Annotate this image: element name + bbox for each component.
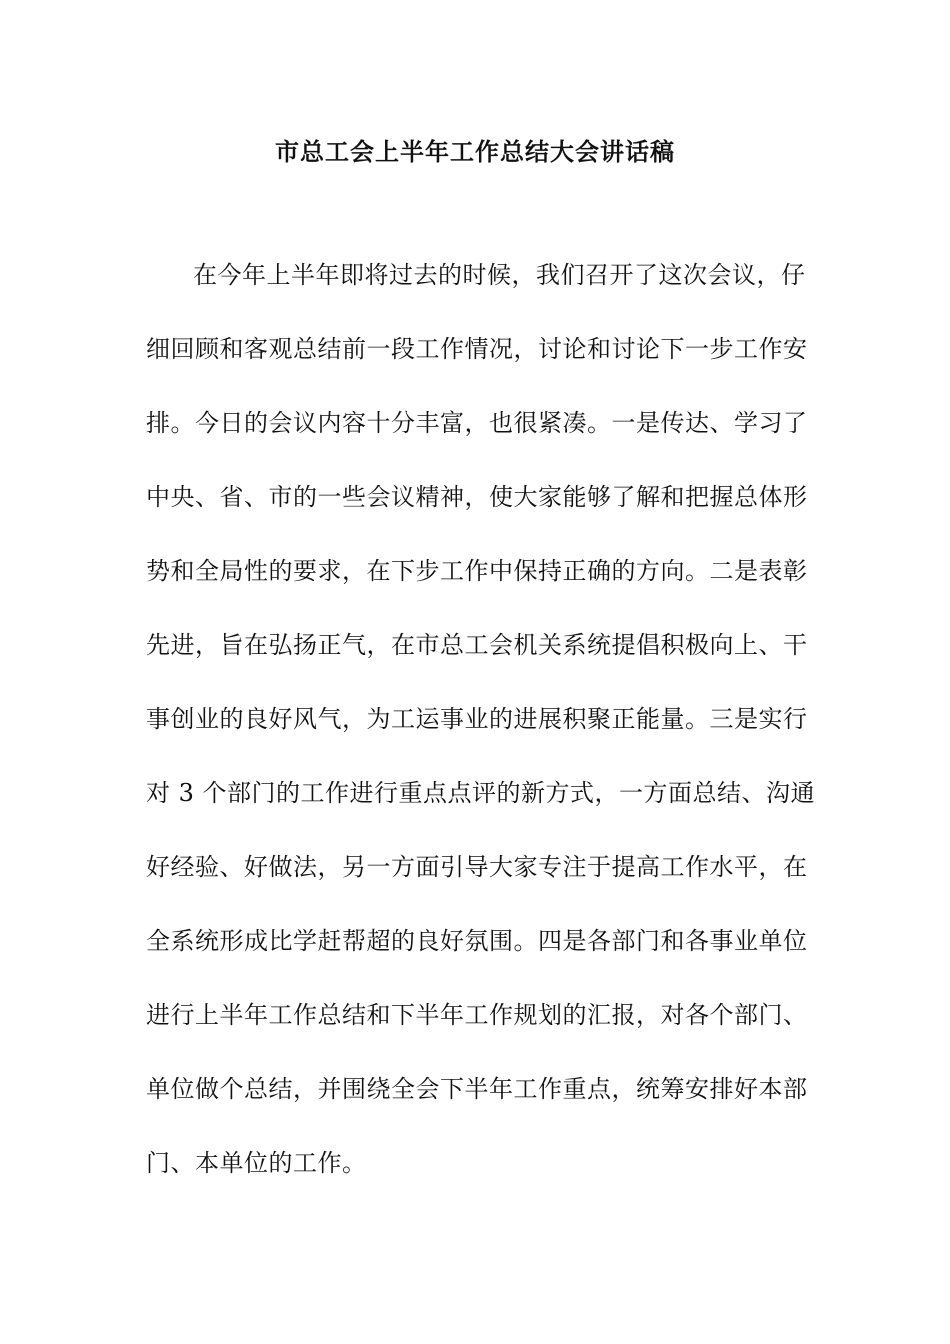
paragraph-line: 好经验、好做法，另一方面引导大家专注于提高工作水平，在 (146, 853, 808, 881)
paragraph-line: 事创业的良好风气，为工运事业的进展积聚正能量。三是实行 (146, 705, 808, 733)
paragraph-line: 全系统形成比学赶帮超的良好氛围。四是各部门和各事业单位 (146, 927, 808, 955)
document-title: 市总工会上半年工作总结大会讲话稿 (275, 137, 675, 166)
document-body (146, 250, 816, 1212)
paragraph-line: 排。今日的会议内容十分丰富，也很紧凑。一是传达、学习了 (146, 409, 808, 437)
paragraph-line: 单位做个总结，并围绕全会下半年工作重点，统筹安排好本部 (146, 1075, 808, 1103)
paragraph-line: 势和全局性的要求，在下步工作中保持正确的方向。二是表彰 (146, 557, 808, 585)
paragraph-line: 对 3 个部门的工作进行重点点评的新方式，一方面总结、沟通 (146, 779, 816, 807)
paragraph-line: 进行上半年工作总结和下半年工作规划的汇报，对各个部门、 (146, 1001, 808, 1029)
paragraph-line: 在今年上半年即将过去的时候，我们召开了这次会议，仔 (193, 261, 806, 289)
paragraph-line: 中央、省、市的一些会议精神，使大家能够了解和把握总体形 (146, 483, 808, 511)
paragraph-line: 先进，旨在弘扬正气，在市总工会机关系统提倡积极向上、干 (146, 631, 808, 659)
paragraph-line: 细回顾和客观总结前一段工作情况，讨论和讨论下一步工作安 (146, 335, 808, 363)
paragraph-line: 门、本单位的工作。 (146, 1149, 367, 1177)
